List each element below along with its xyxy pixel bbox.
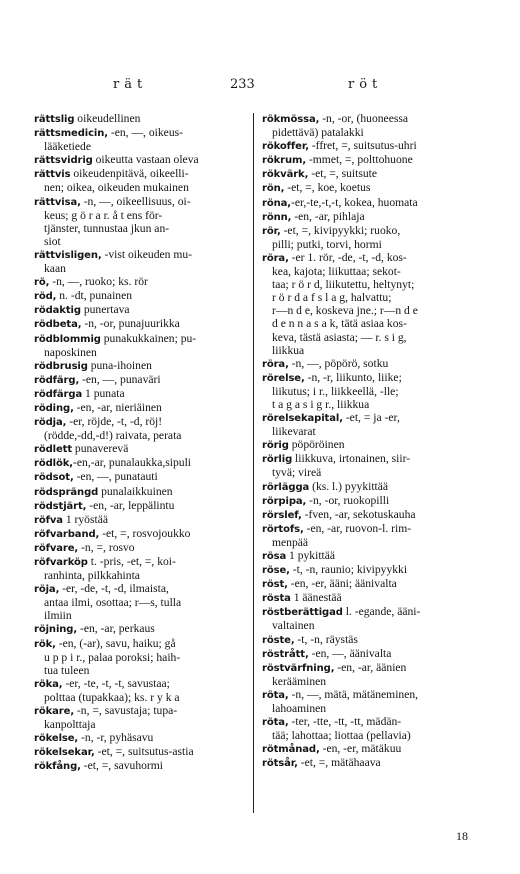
entry-headword: röja,: [34, 584, 60, 596]
entry-definition: -et, = ja -er, liikevarat: [272, 411, 400, 439]
entry-headword: röding,: [34, 402, 74, 414]
entry-definition: -en, —, punaväri: [79, 372, 161, 386]
entry-headword: rökfång,: [34, 761, 81, 773]
entry-headword: röfvare,: [34, 542, 79, 554]
dictionary-entry: [262, 591, 472, 605]
entry-definition: punakukkainen; pu- naposkinen: [44, 331, 197, 359]
entry-definition: -n, -or, (huoneessa pidettävä) patalakki: [272, 112, 409, 140]
dictionary-entry: [262, 647, 472, 661]
entry-definition: -er, röjde, -t, -d, röj! (rödde,-dd,-d!) raivata, perata: [44, 415, 182, 443]
entry-definition: l. -egande, ääni- valtainen: [272, 605, 421, 633]
entry-definition: -et, =, mätähaava: [297, 756, 381, 770]
entry-definition: n. -dt, punainen: [56, 289, 133, 303]
entry-headword: rökare,: [34, 706, 75, 718]
entry-definition: -en, (-ar), savu, haiku; gå u p p i r., palaa poroksi; haih- tua tuleen: [44, 636, 181, 677]
entry-definition: -n, -or, punajuurikka: [81, 317, 180, 331]
dictionary-entry: [262, 522, 472, 549]
dictionary-entry: [262, 661, 472, 688]
entry-definition: -et, =, rosvojoukko: [99, 526, 191, 540]
entry-definition: -et, =, savuhormi: [80, 759, 164, 773]
dictionary-entry: [34, 289, 244, 303]
entry-definition: -en, -er, ääni; äänivalta: [287, 577, 397, 591]
dictionary-entry: [262, 633, 472, 647]
entry-definition: -et, =, kivipyykki; ruoko, pilli; putki, torvi, hormi: [272, 223, 401, 251]
dictionary-entry: [34, 167, 244, 194]
dictionary-entry: [262, 494, 472, 508]
entry-headword: rökmössa,: [262, 114, 320, 125]
entry-definition: -et, =, suitsute: [308, 167, 377, 181]
entry-definition: -er, -de, -t, -d, ilmaista, antaa ilmi, osottaa; r—s, tulla ilmiin: [44, 582, 182, 623]
dictionary-entry: [262, 210, 472, 224]
entry-headword: röna,: [262, 197, 291, 209]
entry-definition: -n, -r, pyhäsavu: [78, 731, 154, 745]
entry-definition: 1 ryöstää: [62, 512, 108, 526]
entry-headword: rönn,: [262, 211, 292, 223]
dictionary-entry: [262, 371, 472, 411]
entry-headword: rörtofs,: [262, 523, 304, 535]
entry-definition: liikkuva, irtonainen, siir- tyvä; vireä: [272, 452, 411, 480]
dictionary-entry: [262, 167, 472, 181]
dictionary-entry: [34, 637, 244, 677]
entry-definition: punertava: [80, 303, 130, 317]
page-number: 18: [456, 829, 468, 843]
entry-headword: röfvarband,: [34, 528, 100, 540]
dictionary-entry: [34, 248, 244, 275]
entry-definition: -n, =, savustaja; tupa- kanpolttaja: [44, 704, 178, 732]
entry-definition: punalaikkuinen: [98, 484, 173, 498]
entry-definition: -ffret, =, suitsutus-uhri: [308, 139, 417, 153]
entry-headword: rösta: [262, 593, 291, 605]
entry-headword: rökelse,: [34, 733, 79, 745]
entry-definition: -en, -er, mätäkuu: [319, 742, 402, 756]
entry-headword: rättvis: [34, 169, 71, 181]
entry-headword: rörlig: [262, 454, 293, 466]
dictionary-entry: [34, 373, 244, 387]
dictionary-entry: [34, 582, 244, 622]
entry-definition: oikeudenpitävä, oikeelli- nen; oikea, oikeuden mukainen: [44, 167, 189, 195]
dictionary-entry: [34, 359, 244, 373]
entry-definition: -et, =, suitsutus-astia: [94, 745, 194, 759]
entry-definition: -er 1. rör, -de, -t, -d, kos- kea, kajota; liikuttaa; sekot- taa; r ö r d, liikutettu, heltynyt; r ö r d a f s l a g, halvattu; r—n d e, koskeva jne.; r—n d e d e n n a s a k, tätä asiaa kos- keva, tästä asiasta; — r. s i g, liikkua: [272, 250, 418, 357]
entry-definition: -en, -ar, ruovon-l. rim- menpää: [272, 521, 412, 549]
entry-headword: rödaktig: [34, 305, 81, 317]
entry-headword: rödsprängd: [34, 486, 99, 498]
entry-definition: -n, -r, liikunto, liike; liikutus; i r., liikkeellä, -lle; t a g a s i g r., liikkua: [272, 370, 402, 411]
running-head-left: rät: [113, 77, 148, 92]
entry-definition: -en, —, oikeus- lääketiede: [44, 126, 183, 154]
entry-headword: rättslig: [34, 114, 75, 125]
entry-headword: rörig: [262, 440, 289, 452]
entry-headword: rök,: [34, 638, 56, 650]
entry-definition: -vist oikeuden mu- kaan: [44, 247, 193, 276]
entry-definition: oikeutta vastaan oleva: [92, 153, 199, 167]
entry-definition: -en, —, punatauti: [73, 470, 158, 484]
entry-headword: röste,: [262, 634, 295, 646]
dictionary-entry: [34, 513, 244, 527]
entry-headword: rödfärg,: [34, 374, 80, 386]
dictionary-entry: [262, 577, 472, 591]
entry-definition: -n, —, oikeellisuus, oi- keus; g ö r a r. å t ens för- tjänster, tunnustaa jkun an- siot: [44, 194, 191, 248]
dictionary-entry: [262, 196, 472, 210]
entry-headword: rökoffer,: [262, 141, 309, 153]
dictionary-entry: [262, 715, 472, 742]
dictionary-entry: [34, 401, 244, 415]
running-head-right: röt: [348, 77, 383, 92]
entry-definition: -et, =, koe, koetus: [284, 181, 371, 195]
entry-headword: röd,: [34, 291, 57, 303]
dictionary-entry: [34, 677, 244, 704]
entry-definition: pöpöröinen: [288, 438, 345, 452]
entry-headword: rödstjärt,: [34, 500, 87, 512]
entry-definition: -en, —, äänivalta: [308, 646, 392, 660]
dictionary-entry: [34, 442, 244, 456]
entry-definition: -ter, -tte, -tt, -tt, mädän- tää; lahottaa; liottaa (pellavia): [272, 715, 411, 743]
entry-headword: rörlägga: [262, 481, 310, 493]
entry-headword: röstberättigad: [262, 607, 343, 619]
entry-headword: rödbrusig: [34, 360, 88, 372]
entry-definition: -en,-ar, punalaukka,sipuli: [73, 456, 192, 470]
dictionary-entry: [34, 731, 244, 745]
dictionary-entry: [34, 541, 244, 555]
entry-headword: röta,: [262, 689, 289, 701]
dictionary-entry: [262, 153, 472, 167]
entry-headword: rödbeta,: [34, 319, 82, 331]
dictionary-entry: [34, 112, 244, 126]
entry-headword: rättvisligen,: [34, 249, 102, 261]
entry-definition: t. -pris, -et, =, koi- ranhinta, pilkkahinta: [44, 555, 176, 583]
entry-definition: punaverevä: [72, 442, 129, 456]
entry-definition: -en, -ar, leppälintu: [86, 498, 175, 512]
dictionary-entry: [262, 112, 472, 139]
entry-headword: rörpipa,: [262, 495, 307, 507]
dictionary-entry: [34, 745, 244, 759]
entry-definition: (ks. l.) pyykittää: [309, 479, 389, 493]
entry-headword: rörslef,: [262, 509, 302, 521]
entry-headword: röstvärfning,: [262, 662, 335, 674]
entry-definition: -en, -ar, pihlaja: [291, 209, 365, 223]
dictionary-entry: [34, 555, 244, 582]
entry-definition: -er,-te,-t,-t, kokea, huomata: [290, 195, 418, 209]
entry-definition: -n, —, ruoko; ks. rör: [49, 275, 148, 289]
entry-headword: röstrått,: [262, 648, 309, 660]
entry-headword: rötmånad,: [262, 744, 320, 756]
entry-definition: -n, -or, ruokopilli: [306, 493, 390, 507]
entry-headword: rön,: [262, 183, 285, 195]
column-divider: [253, 113, 254, 813]
entry-headword: rödfärga: [34, 388, 83, 400]
dictionary-entry: [34, 415, 244, 442]
entry-headword: röra,: [262, 252, 289, 264]
entry-headword: rörelse,: [262, 372, 305, 384]
dictionary-entry: [34, 126, 244, 153]
dictionary-entry: [262, 549, 472, 563]
dictionary-entry: [34, 704, 244, 731]
entry-definition: 1 punata: [82, 386, 125, 400]
dictionary-entry: [262, 563, 472, 577]
entry-definition: 1 äänestää: [290, 591, 342, 605]
entry-definition: -fven, -ar, sekotuskauha: [301, 507, 416, 521]
entry-headword: rör,: [262, 225, 281, 237]
entry-headword: rödja,: [34, 417, 67, 429]
dictionary-entry: [262, 742, 472, 756]
entry-headword: röka,: [34, 678, 63, 690]
entry-headword: rösa: [262, 551, 287, 562]
dictionary-entry: [34, 275, 244, 289]
entry-definition: -er, -te, -t, -t, savustaa; polttaa (tupakkaa); ks. r y k a: [44, 676, 180, 704]
dictionary-entry: [262, 452, 472, 479]
dictionary-entry: [262, 411, 472, 438]
entry-definition: -en, -ar, nieriäinen: [73, 400, 162, 414]
dictionary-entry: [262, 251, 472, 357]
dictionary-entry: [34, 195, 244, 248]
entry-definition: -mmet, =, polttohuone: [306, 153, 413, 167]
entry-headword: rökelsekar,: [34, 747, 95, 759]
entry-headword: rö,: [34, 277, 50, 289]
dictionary-entry: [34, 303, 244, 317]
left-column: [34, 112, 244, 774]
dictionary-entry: [34, 332, 244, 359]
dictionary-entry: [262, 224, 472, 251]
entry-headword: rötsår,: [262, 758, 298, 770]
entry-headword: röra,: [262, 358, 289, 370]
entry-definition: -en, -ar, perkaus: [77, 622, 155, 636]
entry-definition: -t, -n, räystäs: [294, 632, 358, 646]
dictionary-entry: [262, 181, 472, 195]
dictionary-entry: [262, 357, 472, 371]
dictionary-entry: [34, 485, 244, 499]
entry-definition: -n, —, mätä, mätäneminen, lahoaminen: [272, 687, 419, 716]
dictionary-entry: [262, 438, 472, 452]
dictionary-entry: [34, 470, 244, 484]
dictionary-entry: [34, 527, 244, 541]
entry-headword: röst,: [262, 579, 288, 591]
entry-headword: rödlett: [34, 444, 73, 456]
entry-definition: 1 pykittää: [286, 549, 336, 562]
entry-definition: -en, -ar, äänien kerääminen: [272, 660, 407, 688]
dictionary-entry: [34, 387, 244, 401]
entry-headword: rättsmedicin,: [34, 128, 108, 140]
entry-headword: röjning,: [34, 624, 78, 636]
entry-definition: -n, —, pöpörö, sotku: [288, 356, 389, 370]
dictionary-entry: [34, 153, 244, 167]
entry-headword: rökrum,: [262, 155, 307, 167]
dictionary-entry: [34, 456, 244, 470]
dictionary-entry: [34, 499, 244, 513]
entry-headword: rödlök,: [34, 458, 74, 470]
entry-headword: röta,: [262, 717, 289, 729]
entry-definition: -t, -n, raunio; kivipyykki: [289, 563, 408, 577]
entry-headword: rörelsekapital,: [262, 413, 343, 425]
right-column: [262, 112, 472, 771]
dictionary-entry: [262, 508, 472, 522]
entry-headword: rödblommig: [34, 333, 101, 345]
page-header-number: 233: [230, 77, 255, 92]
entry-headword: röfvarköp: [34, 557, 88, 568]
entry-headword: rättsvidrig: [34, 155, 93, 167]
entry-definition: -n, =, rosvo: [78, 540, 135, 554]
dictionary-entry: [34, 317, 244, 331]
entry-headword: rättvisa,: [34, 196, 81, 208]
entry-headword: rökvärk,: [262, 169, 309, 181]
entry-headword: röse,: [262, 565, 290, 577]
entry-definition: puna-ihoinen: [87, 358, 152, 372]
dictionary-entry: [34, 622, 244, 636]
entry-headword: rödsot,: [34, 472, 74, 484]
entry-headword: röfva: [34, 514, 63, 526]
dictionary-entry: [262, 756, 472, 770]
dictionary-entry: [262, 480, 472, 494]
dictionary-entry: [34, 759, 244, 773]
dictionary-entry: [262, 139, 472, 153]
dictionary-entry: [262, 688, 472, 715]
entry-definition: oikeudellinen: [74, 112, 141, 125]
dictionary-entry: [262, 605, 472, 632]
